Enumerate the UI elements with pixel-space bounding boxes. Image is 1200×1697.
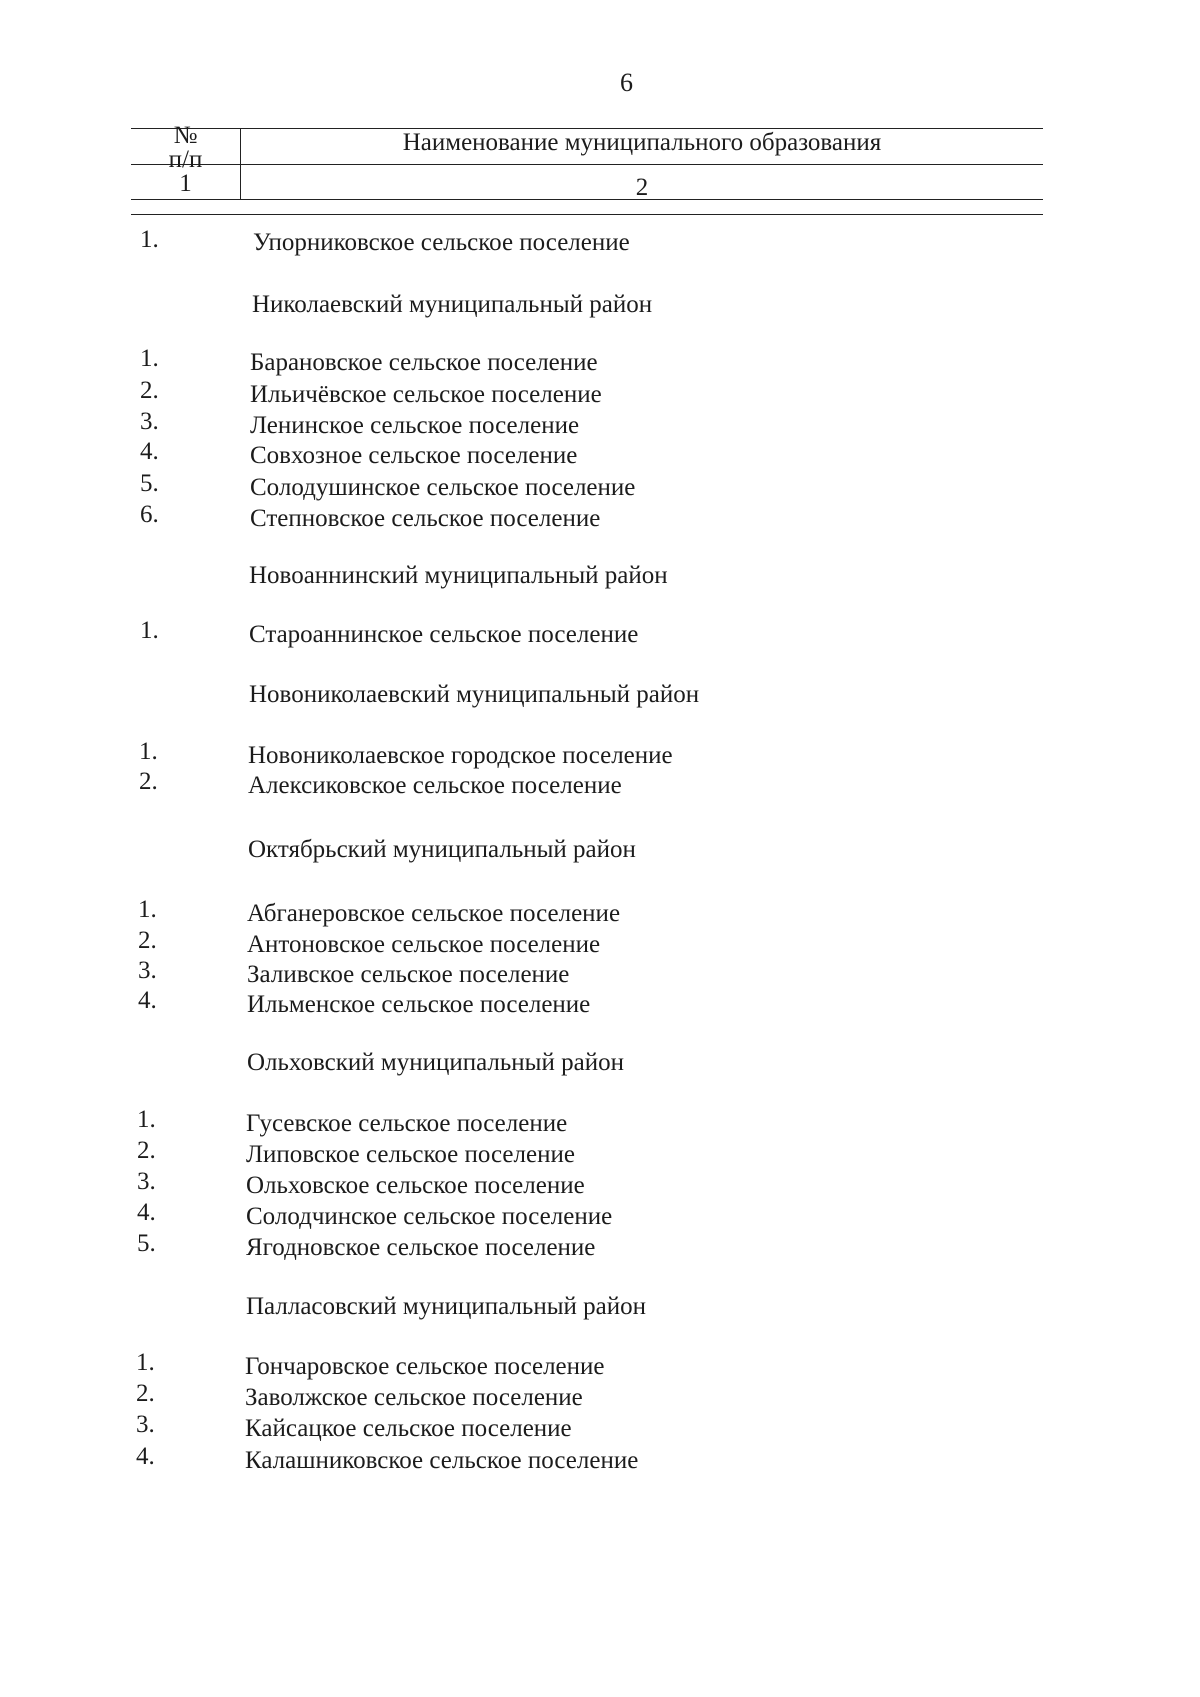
header-number-abbrev: п/п <box>168 146 203 173</box>
list-item-name: Гусевское сельское поселение <box>246 1110 568 1137</box>
district-title: Ольховский муниципальный район <box>247 1049 624 1076</box>
header-number-symbol: № <box>173 122 198 149</box>
header-name-column: Наименование муниципального образования <box>402 129 882 156</box>
list-item-name: Алексиковское сельское поселение <box>248 772 622 799</box>
list-item-number: 1. <box>138 896 157 923</box>
list-item-name: Совхозное сельское поселение <box>250 442 578 469</box>
list-item-number: 2. <box>139 768 158 795</box>
list-item-number: 5. <box>137 1230 156 1257</box>
list-item-name: Ленинское сельское поселение <box>250 412 580 439</box>
list-item-name: Заливское сельское поселение <box>247 961 570 988</box>
list-item-number: 3. <box>140 408 159 435</box>
list-item-number: 2. <box>137 1137 156 1164</box>
list-item-name: Калашниковское сельское поселение <box>245 1447 639 1474</box>
list-item-name: Упорниковское сельское поселение <box>253 229 630 256</box>
district-title: Новониколаевский муниципальный район <box>249 681 700 708</box>
header-mid-rule <box>131 164 1043 165</box>
list-item-number: 2. <box>138 927 157 954</box>
list-item-number: 4. <box>140 438 159 465</box>
list-item-number: 4. <box>136 1443 155 1470</box>
list-item-name: Абганеровское сельское поселение <box>247 900 621 927</box>
district-title: Николаевский муниципальный район <box>252 291 653 318</box>
list-item-number: 6. <box>140 501 159 528</box>
list-item-name: Антоновское сельское поселение <box>247 931 601 958</box>
list-item-name: Староаннинское сельское поселение <box>249 621 639 648</box>
list-item-number: 1. <box>139 738 158 765</box>
list-item-number: 3. <box>136 1411 155 1438</box>
list-item-name: Солодушинское сельское поселение <box>250 474 636 501</box>
page-number: 6 <box>620 68 633 97</box>
district-title: Октябрьский муниципальный район <box>248 836 636 863</box>
list-item-name: Кайсацкое сельское поселение <box>245 1415 572 1442</box>
header-number-column <box>131 124 240 172</box>
list-item-name: Ольховское сельское поселение <box>246 1172 585 1199</box>
list-item-name: Новониколаевское городское поселение <box>248 742 673 769</box>
list-item-number: 3. <box>138 957 157 984</box>
list-item-number: 1. <box>140 617 159 644</box>
list-item-number: 1. <box>136 1349 155 1376</box>
list-item-number: 1. <box>140 345 159 372</box>
list-item-number: 5. <box>140 470 159 497</box>
list-item-name: Заволжское сельское поселение <box>245 1384 583 1411</box>
list-item-name: Гончаровское сельское поселение <box>245 1353 605 1380</box>
list-item-number: 4. <box>138 987 157 1014</box>
list-item-number: 1. <box>137 1106 156 1133</box>
header-bottom-rule <box>131 214 1043 215</box>
list-item-name: Степновское сельское поселение <box>250 505 601 532</box>
district-title: Палласовский муниципальный район <box>246 1293 646 1320</box>
list-item-number: 2. <box>136 1380 155 1407</box>
list-item-name: Барановское сельское поселение <box>250 349 598 376</box>
list-item-name: Солодчинское сельское поселение <box>246 1203 613 1230</box>
district-title: Новоаннинский муниципальный район <box>249 562 668 589</box>
list-item-number: 2. <box>140 377 159 404</box>
list-item-number: 1. <box>140 226 159 253</box>
list-item-number: 4. <box>137 1199 156 1226</box>
list-item-name: Ягодновское сельское поселение <box>246 1234 596 1261</box>
list-item-number: 3. <box>137 1168 156 1195</box>
list-item-name: Липовское сельское поселение <box>246 1141 575 1168</box>
header-column-index-2: 2 <box>635 174 649 201</box>
header-column-index-1: 1 <box>179 170 192 197</box>
table-header <box>131 120 1043 215</box>
list-item-name: Ильичёвское сельское поселение <box>250 381 602 408</box>
list-item-name: Ильменское сельское поселение <box>247 991 591 1018</box>
